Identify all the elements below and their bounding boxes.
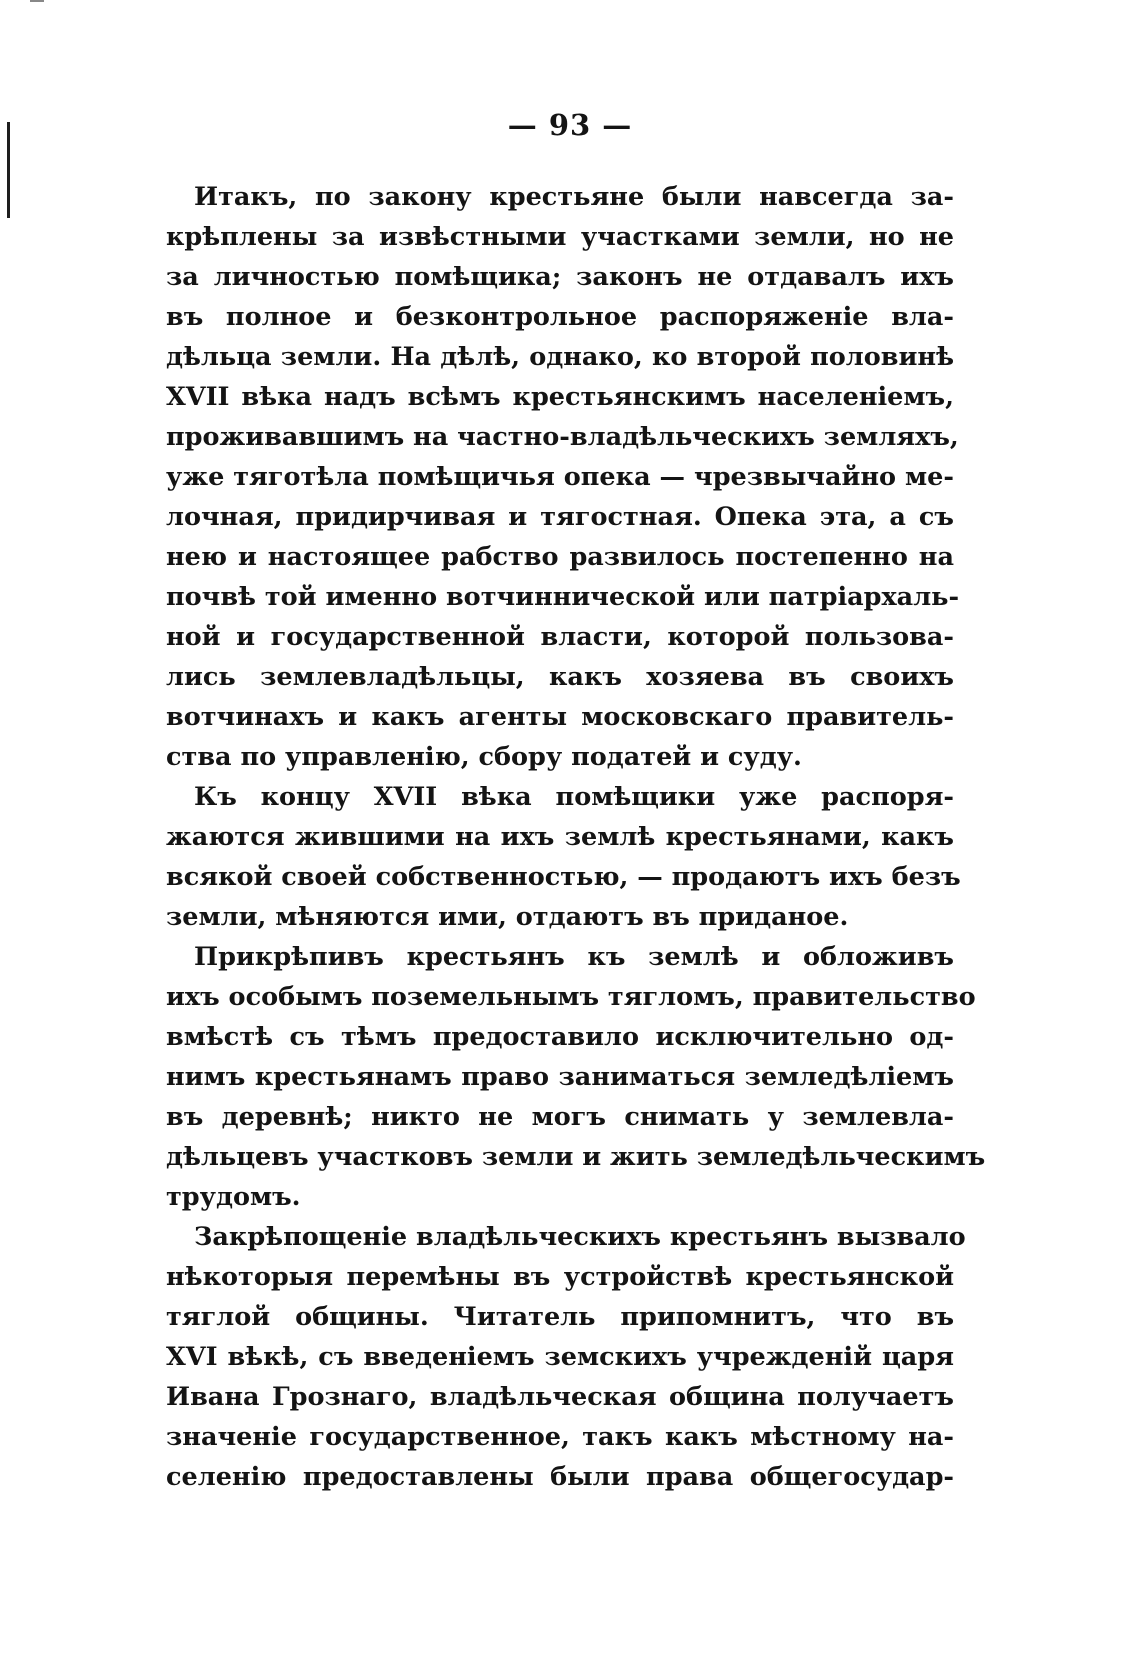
text-line: ихъ особымъ поземельнымъ тягломъ, правительство xyxy=(166,982,976,1012)
text-line: жаются жившими на ихъ землѣ крестьянами, какъ xyxy=(166,822,954,852)
text-line: дѣльцевъ участковъ земли и жить земледѣльческимъ xyxy=(166,1142,986,1172)
text-line: лочная, придирчивая и тягостная. Опека эта, а съ xyxy=(166,502,954,532)
text-line: Къ концу XVII вѣка помѣщики уже распоря- xyxy=(194,782,954,812)
text-line: нѣкоторыя перемѣны въ устройствѣ крестьянской xyxy=(166,1262,954,1292)
text-line: вотчинахъ и какъ агенты московскаго правитель- xyxy=(166,702,954,732)
text-line: въ полное и безконтрольное распоряженіе вла- xyxy=(166,302,954,332)
text-line: Итакъ, по закону крестьяне были навсегда за- xyxy=(194,182,954,212)
text-line: крѣплены за извѣстными участками земли, но не xyxy=(166,222,954,252)
text-line: тяглой общины. Читатель припомнитъ, что въ xyxy=(166,1302,954,1332)
text-line: значеніе государственное, такъ какъ мѣстному на- xyxy=(166,1422,954,1452)
page-number: — 93 — xyxy=(507,108,633,142)
text-line: Закрѣпощеніе владѣльческихъ крестьянъ вызвало xyxy=(194,1222,966,1252)
text-line: уже тяготѣла помѣщичья опека — чрезвычайно ме- xyxy=(166,462,954,492)
text-line: XVII вѣка надъ всѣмъ крестьянскимъ населеніемъ, xyxy=(166,382,954,412)
text-line: проживавшимъ на частно-владѣльческихъ земляхъ, xyxy=(166,422,959,452)
text-line: почвѣ той именно вотчиннической или патріархаль- xyxy=(166,582,960,612)
text-line: за личностью помѣщика; законъ не отдавалъ ихъ xyxy=(166,262,954,292)
text-line: XVI вѣкѣ, съ введеніемъ земскихъ учрежденій царя xyxy=(166,1342,954,1372)
text-line: Ивана Грознаго, владѣльческая община получаетъ xyxy=(166,1382,954,1412)
text-line: всякой своей собственностью, — продаютъ ихъ безъ xyxy=(166,862,961,892)
text-line: ной и государственной власти, которой пользова- xyxy=(166,622,954,652)
text-line: нею и настоящее рабство развилось постепенно на xyxy=(166,542,954,572)
text-line: земли, мѣняются ими, отдаютъ въ приданое. xyxy=(166,902,849,932)
text-line: трудомъ. xyxy=(166,1182,301,1212)
text-line: вмѣстѣ съ тѣмъ предоставило исключительно од- xyxy=(166,1022,954,1052)
text-line: въ деревнѣ; никто не могъ снимать у землевла- xyxy=(166,1102,954,1132)
text-line: селенію предоставлены были права общегосудар- xyxy=(166,1462,954,1492)
text-line: дѣльца земли. На дѣлѣ, однако, ко второй половинѣ xyxy=(166,342,954,372)
text-line: нимъ крестьянамъ право заниматься земледѣліемъ xyxy=(166,1062,954,1092)
text-line: Прикрѣпивъ крестьянъ къ землѣ и обложивъ xyxy=(194,942,954,972)
body-text xyxy=(166,177,986,1497)
text-line: ства по управленію, сбору податей и суду. xyxy=(166,742,802,772)
scan-corner-mark xyxy=(30,0,44,2)
text-line: лись землевладѣльцы, какъ хозяева въ своихъ xyxy=(166,662,954,692)
